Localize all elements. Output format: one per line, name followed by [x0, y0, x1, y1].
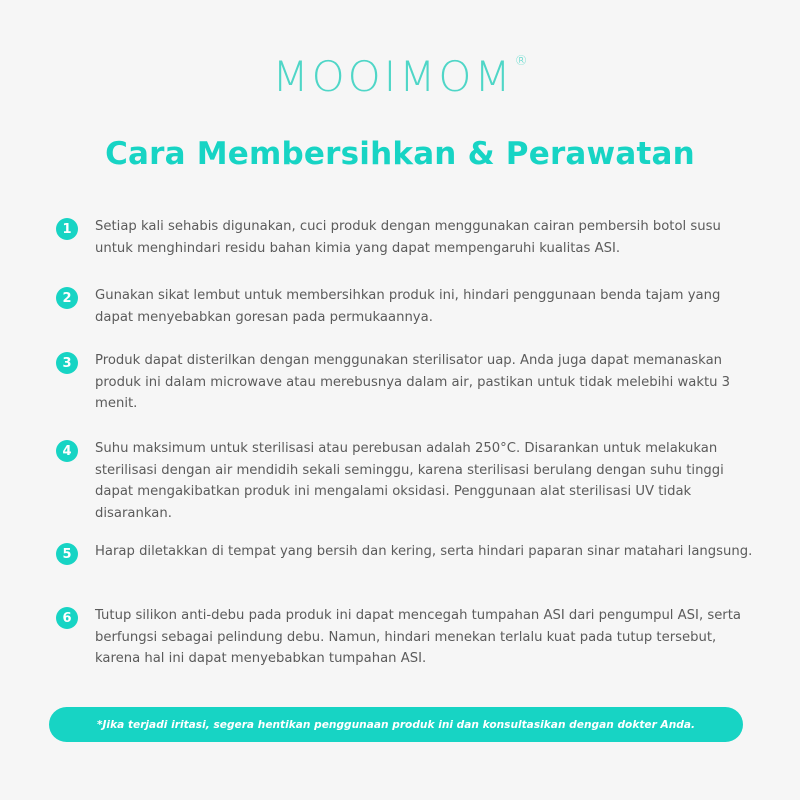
brand-logo	[0, 52, 800, 101]
step-item-3	[56, 350, 756, 415]
step-item-6	[56, 605, 756, 670]
warning-note-banner	[49, 707, 743, 742]
logo-text: MOOIMOM	[272, 52, 514, 101]
step-number-badge: 5	[56, 543, 78, 565]
step-item-4	[56, 438, 756, 524]
step-item-2	[56, 285, 756, 328]
step-number-badge: 6	[56, 607, 78, 629]
page-title: Cara Membersihkan & Perawatan	[105, 136, 695, 172]
step-text: Setiap kali sehabis digunakan, cuci produk dengan menggunakan cairan pembersih botol susu untuk menghindari residu bahan kimia yang dapat mempengaruhi kualitas ASI.	[95, 219, 721, 256]
step-item-1	[56, 216, 756, 259]
step-item-5	[56, 541, 756, 565]
step-number-badge: 4	[56, 440, 78, 462]
step-number-badge: 2	[56, 287, 78, 309]
step-text: Gunakan sikat lembut untuk membersihkan produk ini, hindari penggunaan benda tajam yang dapat menyebabkan goresan pada permukaannya.	[95, 288, 721, 325]
step-text: Produk dapat disterilkan dengan menggunakan sterilisator uap. Anda juga dapat memanaskan produk ini dalam microwave atau merebusnya dalam air, pastikan untuk tidak melebihi waktu 3 menit.	[95, 353, 731, 411]
step-text: Tutup silikon anti-debu pada produk ini dapat mencegah tumpahan ASI dari pengumpul ASI, serta berfungsi sebagai pelindung debu. Namun, hindari menekan terlalu kuat pada tutup tersebut, karena hal ini dapat menyebabkan tumpahan ASI.	[95, 608, 741, 666]
registered-mark: ®	[514, 54, 528, 69]
warning-note-text: *Jika terjadi iritasi, segera hentikan penggunaan produk ini dan konsultasikan dengan dokter Anda.	[96, 718, 696, 731]
step-number-badge: 1	[56, 218, 78, 240]
step-number-badge: 3	[56, 352, 78, 374]
step-text: Harap diletakkan di tempat yang bersih dan kering, serta hindari paparan sinar matahari langsung.	[95, 544, 753, 559]
step-text: Suhu maksimum untuk sterilisasi atau perebusan adalah 250°C. Disarankan untuk melakukan sterilisasi dengan air mendidih sekali seminggu, karena sterilisasi berulang dengan suhu tinggi dapat mengakibatkan produk ini mengalami oksidasi. Penggunaan alat sterilisasi UV tidak disarankan.	[95, 441, 724, 521]
